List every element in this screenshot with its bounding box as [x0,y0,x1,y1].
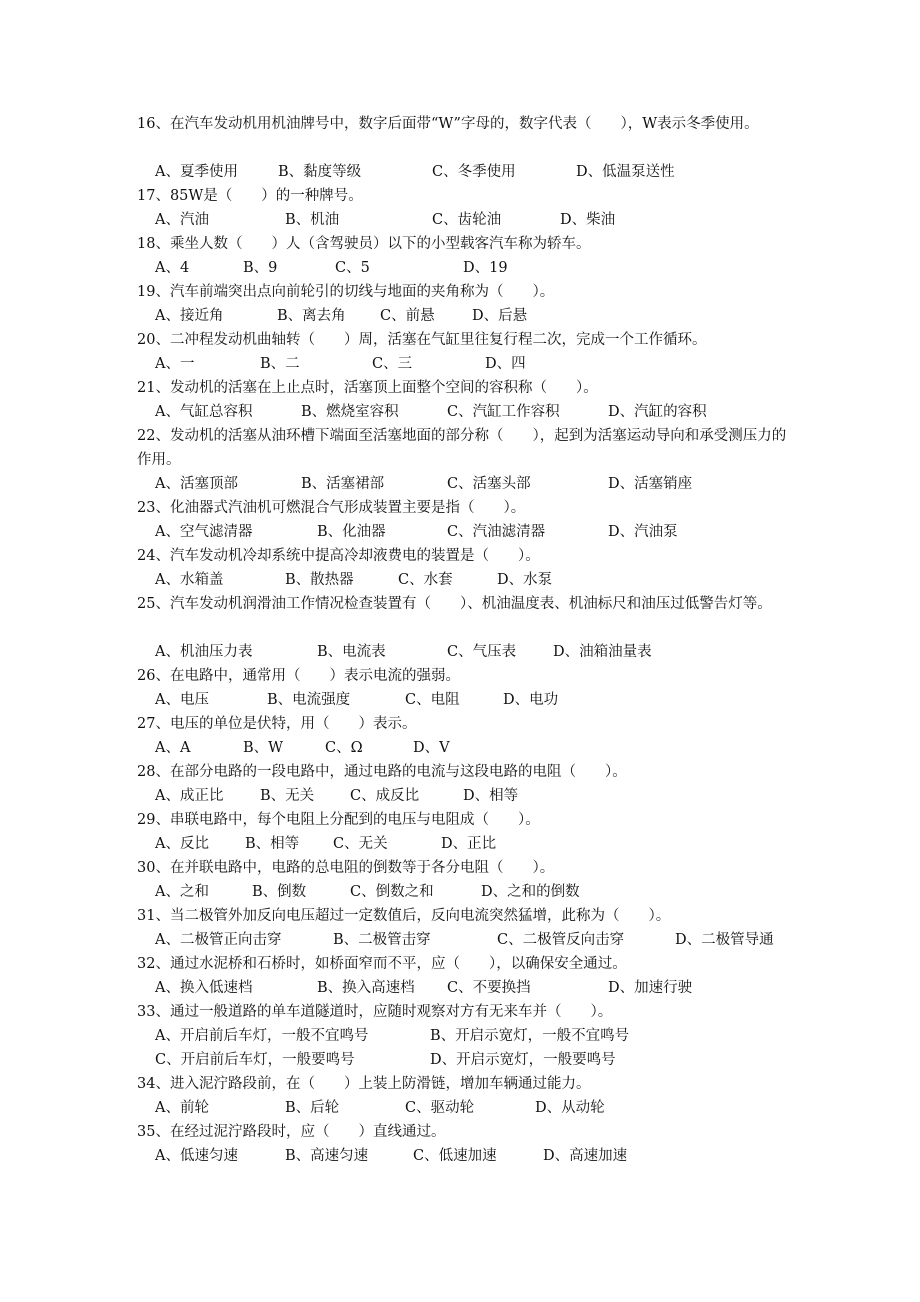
answer-option: C、三 [372,356,413,372]
question-text: 18、乘坐人数（ ）人（含驾驶员）以下的小型载客汽车称为轿车。 [137,236,591,252]
answer-option: B、倒数 [252,884,307,900]
answer-option: C、前悬 [380,308,435,324]
answer-option: A、一 [155,356,195,372]
answer-option: C、开启前后车灯，一般要鸣号 [155,1052,355,1068]
question-text: 31、当二极管外加反向电压超过一定数值后，反向电流突然猛增，此称为（ ）。 [137,908,671,924]
answer-option: B、相等 [245,836,300,852]
answer-option: C、水套 [398,572,453,588]
question-text: 23、化油器式汽油机可燃混合气形成装置主要是指（ ）。 [137,500,526,516]
option-row [155,304,855,328]
answer-option: D、水泵 [497,572,553,588]
question-text: 30、在并联电路中，电路的总电阻的倒数等于各分电阻（ ）。 [137,860,555,876]
answer-option: A、之和 [155,884,209,900]
option-row [155,640,855,664]
option-row [155,256,855,280]
answer-option: A、A [155,740,191,756]
question-text: 32、通过水泥桥和石桥时，如桥面窄而不平，应（ ），以确保安全通过。 [137,956,627,972]
answer-option: D、柴油 [560,212,616,228]
answer-option: D、相等 [463,788,519,804]
answer-option: A、4 [155,260,190,276]
answer-option: B、9 [243,260,278,276]
answer-option: D、正比 [441,836,497,852]
option-row [155,1024,855,1048]
answer-option: B、黏度等级 [278,164,362,180]
answer-option: C、二极管反向击穿 [497,932,625,948]
answer-option: A、夏季使用 [155,164,238,180]
question-text: 35、在经过泥泞路段时，应（ ）直线通过。 [137,1124,446,1140]
question-text: 33、通过一般道路的单车道隧道时，应随时观察对方有无来车并（ ）。 [137,1004,613,1020]
question-text: 17、85W是（ ）的一种牌号。 [137,188,363,204]
question-text: 24、汽车发动机冷却系统中提高冷却液费电的装置是（ ）。 [137,548,540,564]
answer-option: B、W [243,740,284,756]
answer-option: A、换入低速档 [155,980,253,996]
answer-option: B、电流强度 [267,692,351,708]
answer-option: D、加速行驶 [608,980,693,996]
answer-option: B、电流表 [317,644,386,660]
question-text: 21、发动机的活塞在上止点时，活塞顶上面整个空间的容积称（ ）。 [137,380,598,396]
option-row [155,1096,855,1120]
answer-option: A、低速匀速 [155,1148,238,1164]
option-row [155,160,855,184]
answer-option: A、二极管正向击穿 [155,932,282,948]
answer-option: C、齿轮油 [432,212,502,228]
answer-option: D、开启示宽灯，一般要鸣号 [430,1052,616,1068]
answer-option: D、高速加速 [543,1148,628,1164]
answer-option: B、开启示宽灯，一般不宜鸣号 [430,1028,630,1044]
option-row [155,1048,855,1072]
answer-option: B、后轮 [285,1100,340,1116]
option-row [155,688,855,712]
answer-option: B、二极管击穿 [333,932,431,948]
answer-option: A、成正比 [155,788,224,804]
answer-option: C、驱动轮 [405,1100,475,1116]
answer-option: B、二 [260,356,300,372]
option-row [155,832,855,856]
answer-option: C、低速加速 [413,1148,497,1164]
answer-option: C、倒数之和 [350,884,434,900]
answer-option: B、散热器 [285,572,354,588]
question-text: 19、汽车前端突出点向前轮引的切线与地面的夹角称为（ ）。 [137,284,555,300]
answer-option: D、之和的倒数 [481,884,580,900]
answer-option: B、机油 [285,212,340,228]
question-text: 28、在部分电路的一段电路中，通过电路的电流与这段电路的电阻（ ）。 [137,764,627,780]
question-text: 20、二冲程发动机曲轴转（ ）周，活塞在气缸里往复行程二次，完成一个工作循环。 [137,332,707,348]
option-row [155,352,855,376]
answer-option: A、反比 [155,836,209,852]
answer-option: C、5 [335,260,370,276]
option-row [155,472,855,496]
question-text: 25、汽车发动机润滑油工作情况检查装置有（ ）、机油温度表、机油标尺和油压过低警告灯等。 [137,596,772,612]
question-text: 26、在电路中，通常用（ ）表示电流的强弱。 [137,668,460,684]
answer-option: B、化油器 [317,524,386,540]
answer-option: C、冬季使用 [432,164,516,180]
answer-option: B、离去角 [277,308,346,324]
option-row [155,976,855,1000]
answer-option: A、机油压力表 [155,644,253,660]
option-row [155,928,855,952]
answer-option: D、从动轮 [535,1100,605,1116]
answer-option: B、燃烧室容积 [301,404,399,420]
question-text: 22、发动机的活塞从油环槽下端面至活塞地面的部分称（ ），起到为活塞运动导向和承受测压力的作用。 [137,428,787,468]
answer-option: D、活塞销座 [608,476,693,492]
question-text: 34、进入泥泞路段前，在（ ）上装上防滑链，增加车辆通过能力。 [137,1076,591,1092]
answer-option: B、活塞裙部 [301,476,385,492]
answer-option: D、油箱油量表 [553,644,652,660]
answer-option: A、水箱盖 [155,572,224,588]
answer-option: C、汽油滤清器 [447,524,546,540]
option-row [155,880,855,904]
answer-option: C、Ω [325,740,363,756]
option-row [155,208,855,232]
option-row [155,568,855,592]
answer-option: C、气压表 [447,644,517,660]
answer-option: C、成反比 [350,788,420,804]
answer-option: A、汽油 [155,212,209,228]
answer-option: D、电功 [503,692,559,708]
answer-option: C、电阻 [405,692,460,708]
answer-option: C、不要换挡 [447,980,531,996]
answer-option: A、前轮 [155,1100,209,1116]
option-row [155,520,855,544]
answer-option: A、接近角 [155,308,224,324]
question-text: 16、在汽车发动机用机油牌号中，数字后面带“W”字母的，数字代表（ ），W表示冬季使用。 [137,116,759,132]
answer-option: D、19 [463,260,508,276]
answer-option: D、汽缸的容积 [608,404,707,420]
answer-option: D、汽油泵 [608,524,678,540]
option-row [155,400,855,424]
option-row [155,736,855,760]
answer-option: C、无关 [333,836,388,852]
option-row [155,784,855,808]
answer-option: A、活塞顶部 [155,476,238,492]
question-text: 27、电压的单位是伏特，用（ ）表示。 [137,716,417,732]
answer-option: D、后悬 [472,308,528,324]
answer-option: D、V [413,740,450,756]
answer-option: A、空气滤清器 [155,524,253,540]
answer-option: B、无关 [260,788,315,804]
answer-option: A、电压 [155,692,209,708]
answer-option: A、开启前后车灯，一般不宜鸣号 [155,1028,369,1044]
answer-option: A、气缸总容积 [155,404,253,420]
question-text: 29、串联电路中，每个电阻上分配到的电压与电阻成（ ）。 [137,812,540,828]
option-row [155,1144,855,1168]
answer-option: B、换入高速档 [317,980,415,996]
answer-option: D、四 [485,356,526,372]
answer-option: D、低温泵送性 [576,164,675,180]
answer-option: B、高速匀速 [285,1148,369,1164]
answer-option: D、二极管导通 [675,932,774,948]
answer-option: C、汽缸工作容积 [447,404,560,420]
answer-option: C、活塞头部 [447,476,531,492]
